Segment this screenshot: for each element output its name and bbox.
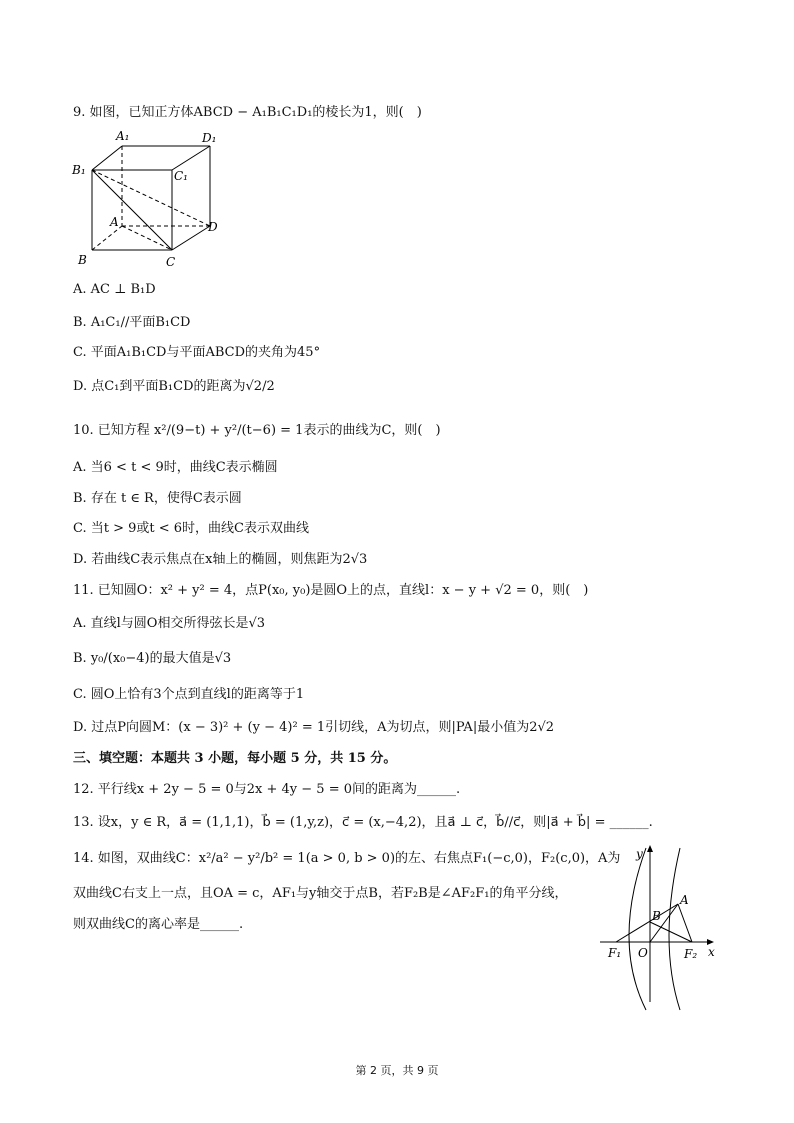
q10-option-a: A. 当6 < t < 9时，曲线C表示椭圆 [73, 460, 278, 475]
label-A1: A₁ [116, 129, 130, 143]
q10-option-c: C. 当t > 9或t < 6时，曲线C表示双曲线 [73, 521, 309, 536]
q9-option-b: B. A₁C₁//平面B₁CD [73, 315, 191, 330]
label-y-axis: y [636, 847, 643, 861]
q11-stem: 11. 已知圆O：x² + y² = 4，点P(x₀, y₀)是圆O上的点，直线l：x − y + √2 = 0，则( ) [73, 583, 589, 598]
label-F2: F₂ [684, 947, 698, 961]
label-x-axis: x [708, 945, 715, 959]
q11-option-b: B. y₀/(x₀−4)的最大值是√3 [73, 651, 232, 666]
q13-text: 13. 设x，y ∈ R，a⃗ = (1,1,1)，b⃗ = (1,y,z)，c⃗ = (x,−4,2)，且a⃗ ⊥ c⃗，b⃗//c⃗，则|a⃗ + b⃗| = ______. [73, 815, 653, 830]
q14-line2: 双曲线C右支上一点，且OA = c，AF₁与y轴交于点B，若F₂B是∠AF₂F₁的角平分线， [73, 886, 568, 901]
label-B: B [78, 253, 87, 267]
q14-line3: 则双曲线C的离心率是______. [73, 917, 244, 932]
label-origin: O [638, 946, 648, 960]
q14-line1: 14. 如图，双曲线C：x²/a² − y²/b² = 1(a > 0, b > 0)的左、右焦点F₁(−c,0)，F₂(c,0)，A为 [73, 851, 621, 866]
label-point-B: B [652, 909, 661, 923]
q9-option-d: D. 点C₁到平面B₁CD的距离为√2/2 [73, 379, 275, 394]
section-heading: 三、填空题：本题共 3 小题，每小题 5 分，共 15 分。 [73, 751, 397, 766]
q10-option-d: D. 若曲线C表示焦点在x轴上的椭圆，则焦距为2√3 [73, 552, 368, 567]
label-point-A: A [680, 893, 689, 907]
label-A: A [110, 215, 119, 229]
page-footer: 第 2 页，共 9 页 [355, 1064, 439, 1077]
q11-option-a: A. 直线l与圆O相交所得弦长是√3 [73, 616, 266, 631]
q12-text: 12. 平行线x + 2y − 5 = 0与2x + 4y − 5 = 0间的距离为______. [73, 782, 461, 797]
q9-stem: 9. 如图，已知正方体ABCD − A₁B₁C₁D₁的棱长为1，则( ) [73, 105, 422, 120]
q9-option-a: A. AC ⊥ B₁D [73, 282, 156, 297]
q10-option-b: B. 存在 t ∈ R，使得C表示圆 [73, 491, 242, 506]
q11-option-c: C. 圆O上恰有3个点到直线l的距离等于1 [73, 687, 305, 702]
label-C1: C₁ [174, 169, 188, 183]
label-F1: F₁ [608, 946, 622, 960]
hyperbola-figure [596, 842, 726, 1014]
cube-figure [70, 126, 230, 274]
q9-option-c: C. 平面A₁B₁CD与平面ABCD的夹角为45° [73, 345, 321, 360]
q10-stem: 10. 已知方程 x²/(9−t) + y²/(t−6) = 1表示的曲线为C，则( ) [73, 423, 441, 438]
label-C: C [166, 255, 176, 269]
label-D1: D₁ [202, 131, 217, 145]
label-B1: B₁ [72, 163, 86, 177]
q11-option-d: D. 过点P向圆M：(x − 3)² + (y − 4)² = 1引切线，A为切点，则|PA|最小值为2√2 [73, 720, 555, 735]
label-D: D [208, 220, 218, 234]
